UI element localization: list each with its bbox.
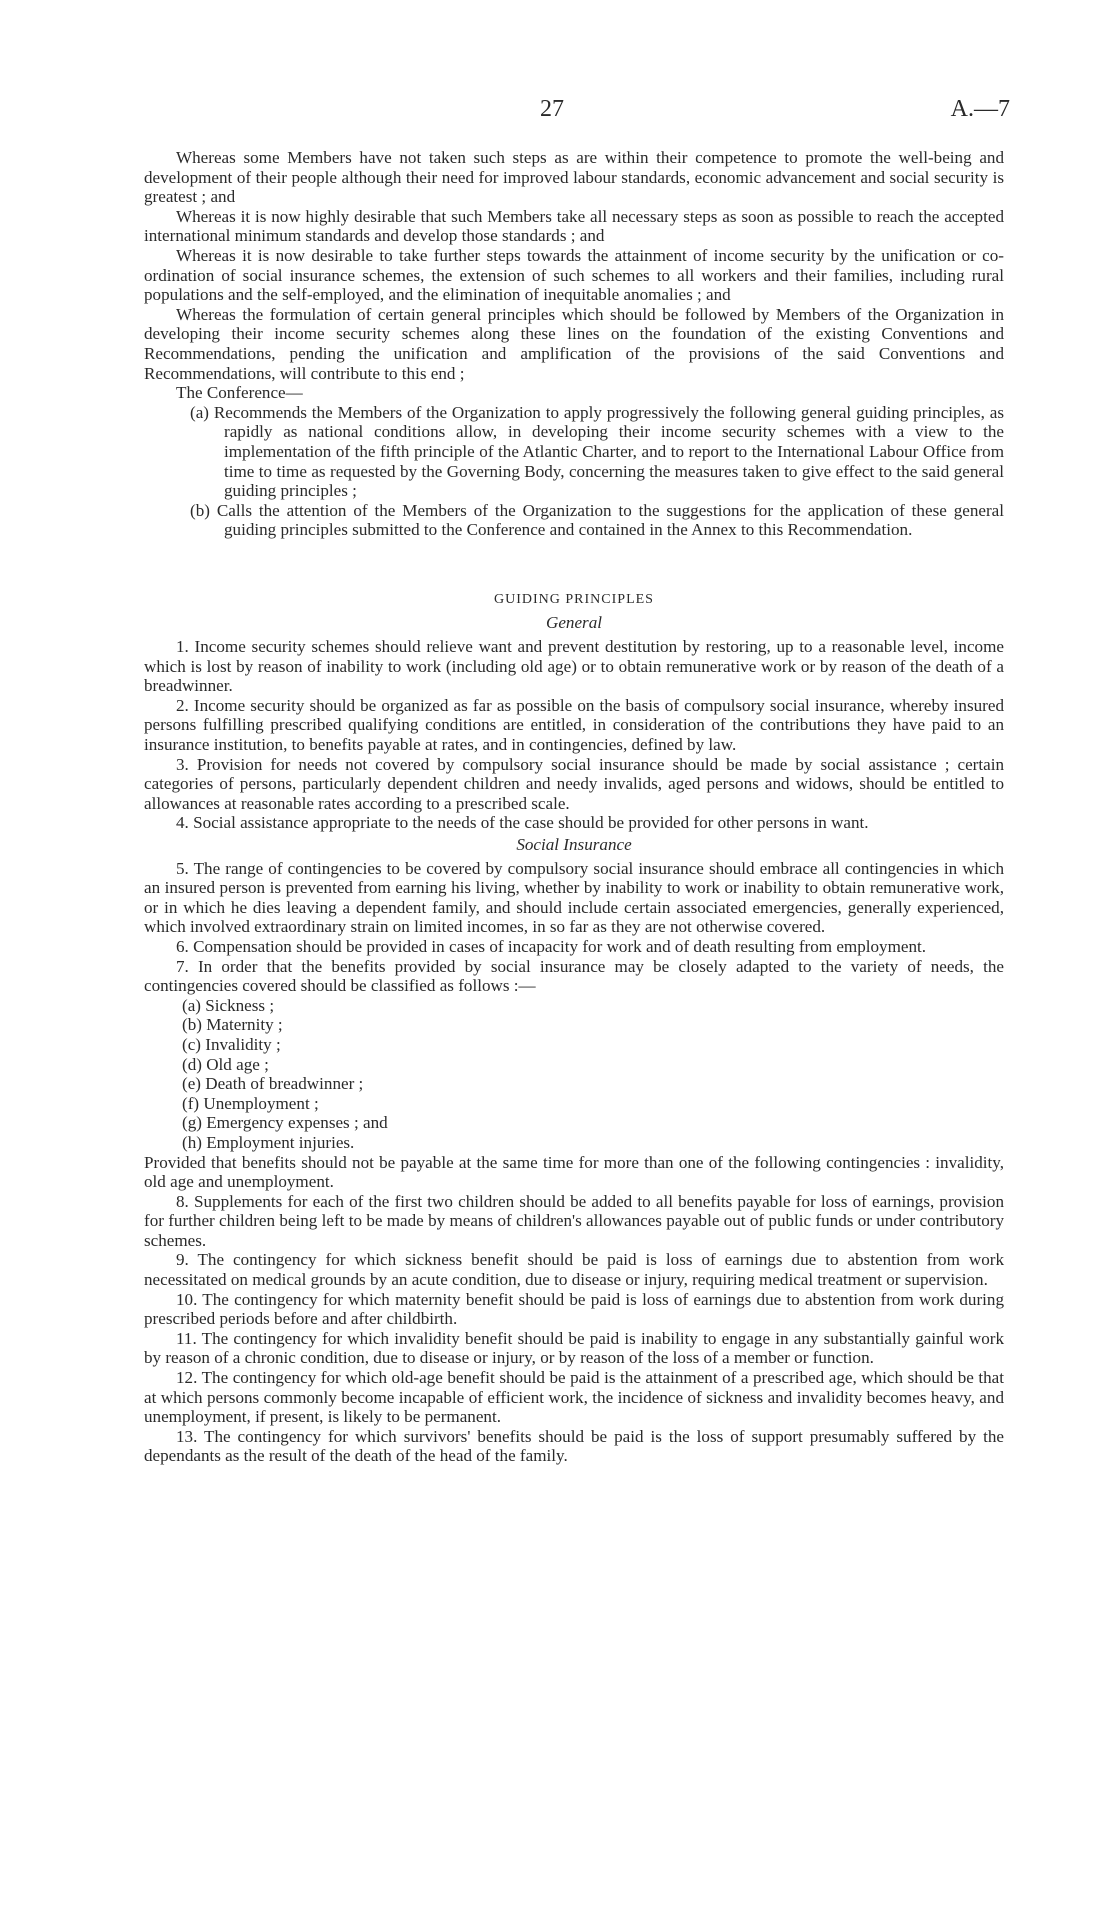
principle-paragraph: 2. Income security should be organized as far as possible on the basis of compulsory social insurance, whereby insured persons fulfilling prescribed qualifying conditions are entitled, in consideration of the contributions they have paid to an insurance institution, to benefits payable at rates, and in contingencies, defined by law. (144, 695, 1004, 755)
principle-paragraph: 12. The contingency for which old-age benefit should be paid is the attainment of a prescribed age, which should be that at which persons commonly become incapable of efficient work, the incidence of sickness and invalidity becomes heavy, and unemployment, if present, is likely to be permanent. (144, 1368, 1004, 1427)
contingency-item: (h) Employment injuries. (182, 1132, 355, 1152)
contingency-item: (d) Old age ; (182, 1054, 269, 1074)
principle-paragraph: 3. Provision for needs not covered by compulsory social insurance should be made by social assistance ; certain categories of persons, particularly dependent children and needy invalids, aged persons and widows, should be entitled to allowances at reasonable rates according to a prescribed scale. (144, 754, 1004, 813)
contingency-item: (e) Death of breadwinner ; (182, 1074, 364, 1094)
proviso-paragraph: Provided that benefits should not be payable at the same time for more than one of the following contingencies : invalidity, old age and unemployment. (144, 1152, 1004, 1192)
conference-item-b (190, 500, 1004, 540)
item-text: Recommends the Members of the Organization to apply progressively the following general guiding principles, as rapidly as national conditions allow, in developing their income security schemes with a view to the implementation of the fifth principle of the Atlantic Charter, and to report to the International Labour Office from time to time as requested by the Governing Body, concerning the measures taken to give effect to the said general guiding principles ; (213, 402, 1004, 501)
page-number: 27 (540, 96, 564, 122)
principle-paragraph: 6. Compensation should be provided in cases of incapacity for work and of death resulting from employment. (176, 936, 927, 956)
contingency-item: (a) Sickness ; (182, 995, 275, 1015)
document-reference: A.—7 (950, 96, 1010, 122)
contingency-item: (f) Unemployment ; (182, 1093, 319, 1113)
item-letter: (b) (190, 500, 210, 520)
principle-paragraph: 1. Income security schemes should relieve want and prevent destitution by restoring, up to a reasonable level, income which is lost by reason of inability to work (including old age) or to obtain remunerative work or by reason of the death of a breadwinner. (144, 637, 1004, 696)
item-text: Calls the attention of the Members of the Organization to the suggestions for the application of these general guiding principles submitted to the Conference and contained in the Annex to this Recommendation. (216, 500, 1004, 540)
principle-paragraph: 9. The contingency for which sickness benefit should be paid is loss of earnings due to abstention from work necessitated on medical grounds by an acute condition, due to disease or injury, requiring medical treatment or supervision. (144, 1250, 1004, 1290)
subsection-heading-social-insurance: Social Insurance (516, 835, 632, 854)
preamble-paragraph: Whereas some Members have not taken such steps as are within their competence to promote the well-being and development of their people although their need for improved labour standards, economic advancement and social security is greatest ; and (144, 148, 1004, 207)
principle-paragraph: 5. The range of contingencies to be covered by compulsory social insurance should embrace all contingencies in which an insured person is prevented from earning his living, whether by inability to work or inability to obtain remunerative work, or in which he dies leaving a dependent family, and should include certain associated emergencies, generally experienced, which involved extraordinary strain on limited incomes, in so far as they are not otherwise covered. (144, 858, 1004, 937)
section-title: GUIDING PRINCIPLES (494, 591, 654, 607)
conference-intro: The Conference— (176, 383, 303, 403)
principle-paragraph: 11. The contingency for which invalidity benefit should be paid is inability to engage in any substantially gainful work by reason of a chronic condition, due to disease or injury, or by reason of the loss of a member or function. (144, 1328, 1004, 1368)
contingency-item: (b) Maternity ; (182, 1015, 283, 1035)
contingency-item: (g) Emergency expenses ; and (182, 1113, 388, 1133)
principle-paragraph: 7. In order that the benefits provided by social insurance may be closely adapted to the variety of needs, the contingencies covered should be classified as follows :— (144, 956, 1004, 996)
item-letter: (a) (190, 402, 209, 422)
principle-paragraph: 8. Supplements for each of the first two children should be added to all benefits payable for loss of earnings, provision for further children being left to be made by means of children's allowances payable out of public funds or under contributory schemes. (144, 1191, 1004, 1250)
subsection-heading-general: General (545, 613, 602, 633)
conference-item-a (190, 402, 1004, 501)
preamble-paragraph: Whereas it is now desirable to take further steps towards the attainment of income security by the unification or co-ordination of social insurance schemes, the extension of such schemes to all workers and their families, including rural populations and the self-employed, and the elimination of inequitable anomalies ; and (144, 245, 1004, 305)
principle-paragraph: 4. Social assistance appropriate to the needs of the case should be provided for other persons in want. (176, 813, 869, 833)
principle-paragraph: 10. The contingency for which maternity benefit should be paid is loss of earnings due to abstention from work during prescribed periods before and after childbirth. (144, 1289, 1004, 1329)
contingency-item: (c) Invalidity ; (182, 1034, 281, 1054)
document-body (144, 148, 1004, 1466)
contingency-list (182, 996, 1004, 1153)
principle-paragraph: 13. The contingency for which survivors' benefits should be paid is the loss of support presumably suffered by the dependants as the result of the death of the head of the family. (144, 1426, 1004, 1466)
preamble-paragraph: Whereas the formulation of certain general principles which should be followed by Members of the Organization in developing their income security schemes along these lines on the foundation of the existing Conventions and Recommendations, pending the unification and amplification of the provisions of the said Conventions and Recommendations, will contribute to this end ; (144, 304, 1004, 383)
preamble-paragraph: Whereas it is now highly desirable that such Members take all necessary steps as soon as possible to reach the accepted international minimum standards and develop those standards ; and (144, 206, 1004, 246)
